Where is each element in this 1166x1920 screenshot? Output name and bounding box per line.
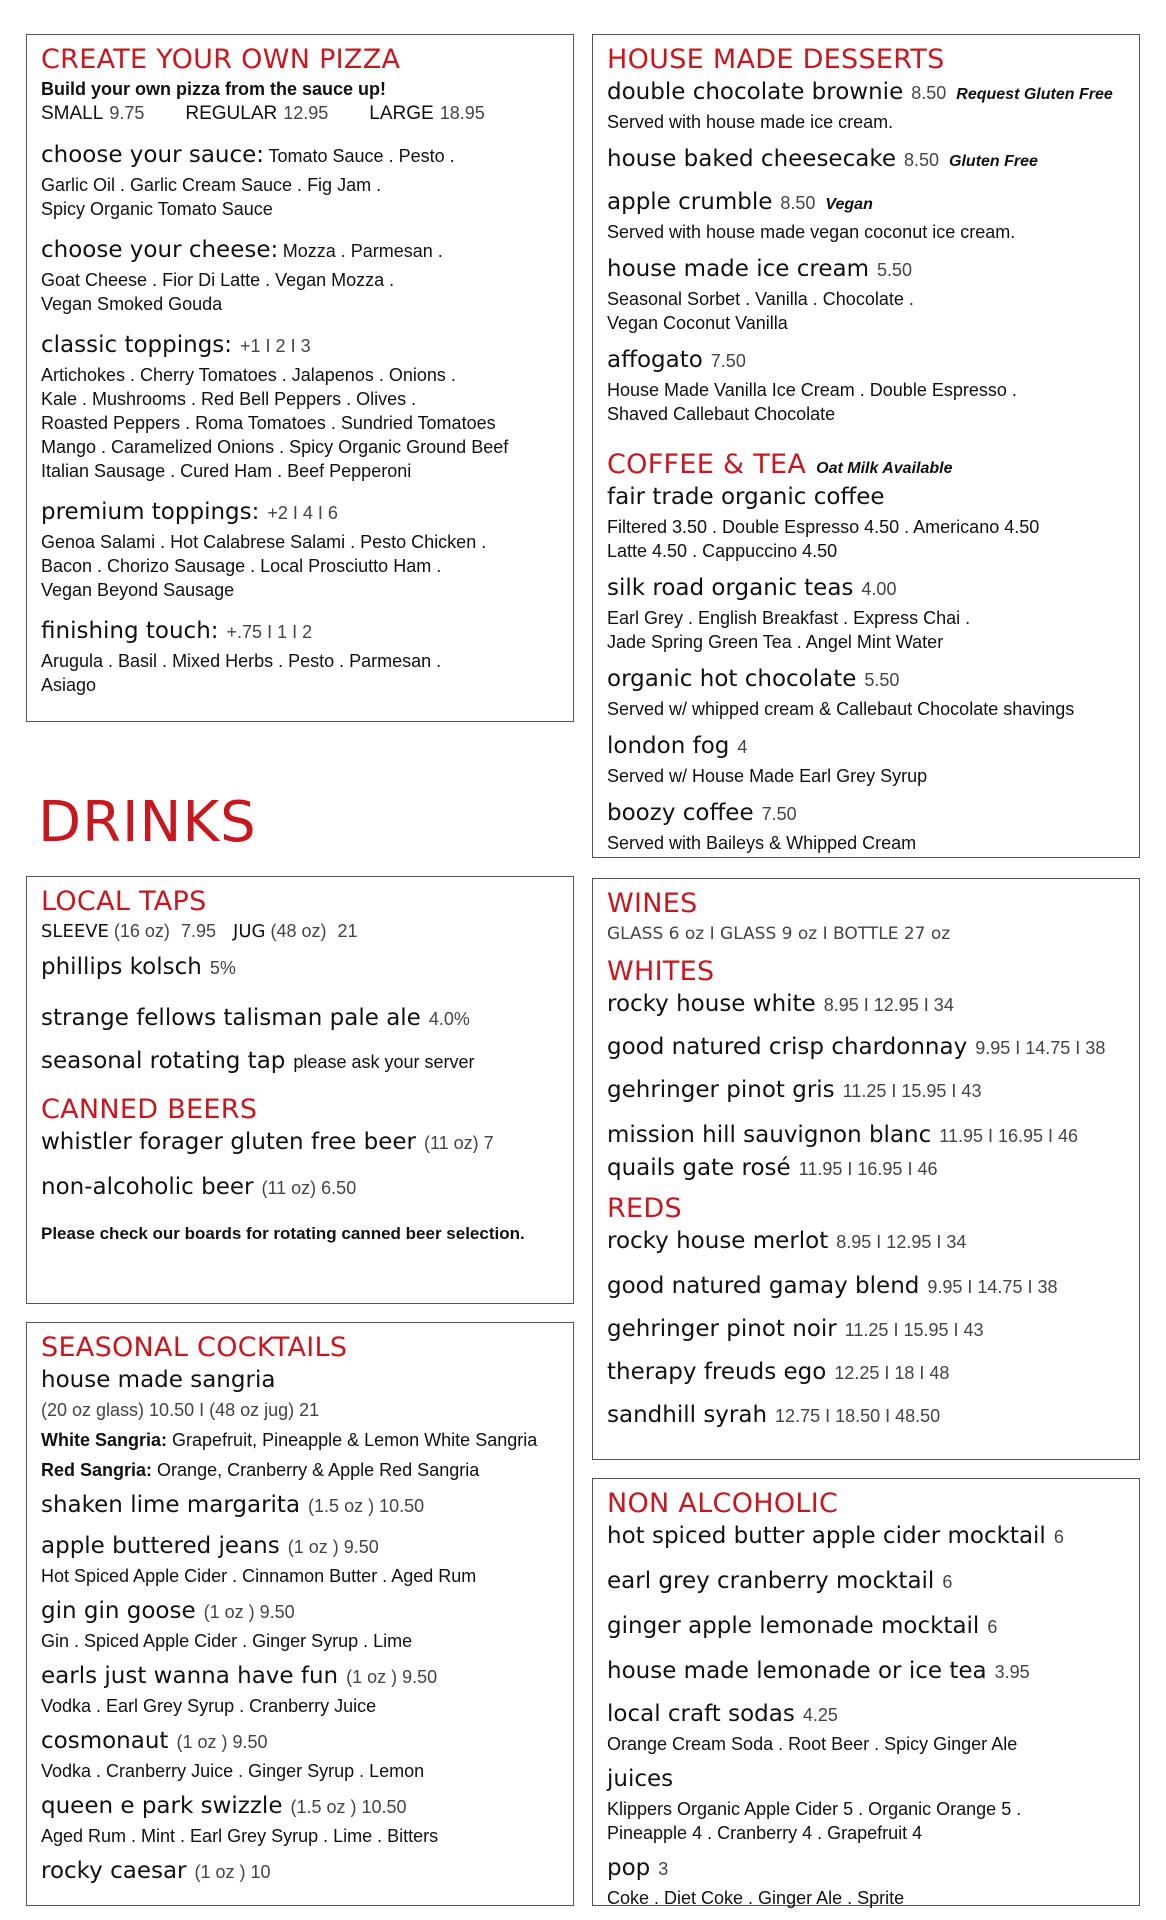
sangria-name: house made sangria [41, 1367, 276, 1393]
dessert-desc: House Made Vanilla Ice Cream . Double Espresso . [607, 380, 1017, 400]
tap-item [41, 952, 559, 985]
cocktail-item [41, 1661, 559, 1718]
tap-note: 4.0% [428, 1009, 470, 1029]
coffee-desc: Served w/ whipped cream & Callebaut Chocolate shavings [607, 699, 1075, 719]
whites-title: WHITES [607, 956, 715, 987]
nonalc-title: NON ALCOHOLIC [607, 1488, 839, 1519]
tap-item [41, 1046, 559, 1079]
finishing-line: Asiago [41, 675, 97, 695]
canned-item [41, 1172, 559, 1205]
coffee-item [607, 482, 1125, 563]
cocktail-price: (1.5 oz ) 10.50 [308, 1496, 425, 1516]
wine-price: 11.95 I 16.95 I 46 [798, 1159, 938, 1179]
tap-item [41, 1003, 559, 1036]
dessert-item [607, 77, 1125, 134]
nonalc-name: house made lemonade or ice tea [607, 1658, 987, 1684]
wines-title: WINES [607, 888, 698, 919]
nonalc-price: 4.25 [802, 1705, 838, 1725]
cocktail-price: (1.5 oz ) 10.50 [290, 1797, 407, 1817]
red-sangria [41, 1458, 559, 1482]
coffee-desc: Earl Grey . English Breakfast . Express Chai . [607, 608, 971, 628]
wine-name: therapy freuds ego [607, 1359, 827, 1385]
coffee-title: COFFEE & TEA [607, 449, 807, 480]
wine-price: 8.95 I 12.95 I 34 [823, 995, 954, 1015]
coffee-desc: Latte 4.50 . Cappuccino 4.50 [607, 541, 838, 561]
nonalc-name: hot spiced butter apple cider mocktail [607, 1523, 1046, 1549]
wine-price: 11.25 I 15.95 I 43 [844, 1320, 984, 1340]
taps-title: LOCAL TAPS [41, 886, 207, 917]
dessert-price: 5.50 [876, 260, 913, 280]
coffee-price: 5.50 [864, 670, 900, 690]
dessert-tag: Gluten Free [949, 153, 1038, 170]
pizza-title: CREATE YOUR OWN PIZZA [41, 44, 401, 75]
wine-sizes: GLASS 6 oz I GLASS 9 oz I BOTTLE 27 oz [607, 924, 951, 944]
canned-item [41, 1127, 559, 1160]
cocktail-name: rocky caesar [41, 1858, 187, 1884]
white-sangria-label: White Sangria: [41, 1430, 168, 1450]
size-small-price: 9.75 [109, 103, 145, 123]
canned-footnote: Please check our boards for rotating canned beer selection. [41, 1224, 525, 1243]
cocktail-item [41, 1490, 559, 1523]
size-regular-price: 12.95 [283, 103, 329, 123]
canned-name: whistler forager gluten free beer [41, 1129, 416, 1155]
wine-price: 11.25 I 15.95 I 43 [842, 1081, 982, 1101]
canned-note: (11 oz) 7 [423, 1133, 494, 1153]
sleeve-label: SLEEVE [41, 921, 109, 942]
taps-sizes [41, 919, 559, 944]
nonalc-desc: Klippers Organic Apple Cider 5 . Organic Orange 5 . [607, 1799, 1022, 1819]
sangria-sizes: (20 oz glass) 10.50 I (48 oz jug) 21 [41, 1400, 320, 1420]
wine-price: 11.95 I 16.95 I 46 [939, 1126, 1079, 1146]
coffee-desc: Jade Spring Green Tea . Angel Mint Water [607, 632, 944, 652]
coffee-name: boozy coffee [607, 800, 754, 826]
nonalc-name: local craft sodas [607, 1701, 795, 1727]
dessert-name: affogato [607, 347, 703, 373]
coffee-tag: Oat Milk Available [816, 460, 953, 477]
cocktail-item [41, 1856, 559, 1889]
dessert-price: 7.50 [710, 351, 746, 371]
classic-price: +1 I 2 I 3 [240, 336, 311, 356]
wine-price: 12.25 I 18 I 48 [834, 1363, 950, 1383]
nonalc-name: pop [607, 1855, 651, 1881]
size-small-label: SMALL [41, 103, 104, 124]
sauce-line1: Tomato Sauce . Pesto . [268, 146, 455, 166]
coffee-item [607, 731, 1125, 788]
nonalc-section [592, 1478, 1140, 1906]
desserts-title: HOUSE MADE DESSERTS [607, 44, 945, 75]
dessert-item [607, 187, 1125, 244]
dessert-item [607, 144, 1125, 177]
wine-price: 12.75 I 18.50 I 48.50 [775, 1406, 941, 1426]
size-regular-label: REGULAR [185, 103, 278, 124]
coffee-name: london fog [607, 733, 730, 759]
classic-line: Artichokes . Cherry Tomatoes . Jalapenos . Onions . [41, 365, 456, 385]
cocktail-name: queen e park swizzle [41, 1793, 283, 1819]
finishing-label: finishing touch: [41, 618, 219, 644]
cocktails-section [26, 1322, 574, 1906]
nonalc-price: 6 [1053, 1527, 1064, 1547]
classic-label: classic toppings: [41, 332, 233, 358]
cocktail-desc: Vodka . Cranberry Juice . Ginger Syrup . Lemon [41, 1761, 425, 1781]
cocktail-item [41, 1791, 559, 1848]
classic-line: Italian Sausage . Cured Ham . Beef Pepperoni [41, 461, 412, 481]
coffee-item [607, 798, 1125, 855]
nonalc-name: juices [607, 1766, 674, 1792]
canned-title: CANNED BEERS [41, 1094, 258, 1125]
beer-section [26, 876, 574, 1304]
coffee-price: 4.00 [861, 579, 897, 599]
premium-line: Genoa Salami . Hot Calabrese Salami . Pesto Chicken . [41, 532, 487, 552]
cocktail-item [41, 1531, 559, 1588]
sauce-line2: Garlic Oil . Garlic Cream Sauce . Fig Jam . [41, 175, 382, 195]
cocktail-desc: Aged Rum . Mint . Earl Grey Syrup . Lime . Bitters [41, 1826, 439, 1846]
wine-item [607, 1314, 1125, 1347]
cocktail-price: (1 oz ) 9.50 [346, 1667, 438, 1687]
cocktail-name: earls just wanna have fun [41, 1663, 339, 1689]
classic-group [41, 330, 559, 483]
nonalc-item [607, 1853, 1125, 1910]
nonalc-item [607, 1566, 1125, 1599]
sauce-group [41, 140, 559, 221]
tap-note: please ask your server [293, 1052, 475, 1072]
cheese-line1: Mozza . Parmesan . [282, 241, 443, 261]
wine-item [607, 1226, 1125, 1259]
nonalc-name: ginger apple lemonade mocktail [607, 1613, 980, 1639]
tap-name: seasonal rotating tap [41, 1048, 286, 1074]
cocktail-desc: Gin . Spiced Apple Cider . Ginger Syrup . Lime [41, 1631, 413, 1651]
cocktail-price: (1 oz ) 10 [194, 1862, 271, 1882]
drinks-title: DRINKS [38, 790, 257, 855]
dessert-price: 8.50 [903, 150, 940, 170]
wine-name: mission hill sauvignon blanc [607, 1122, 932, 1148]
nonalc-price: 3 [658, 1859, 669, 1879]
dessert-tag: Vegan [825, 196, 873, 213]
size-large-label: LARGE [369, 103, 434, 124]
wine-name: gehringer pinot noir [607, 1316, 837, 1342]
coffee-header [607, 448, 1125, 482]
sleeve-price: 7.95 [180, 921, 216, 941]
cocktail-name: gin gin goose [41, 1598, 196, 1624]
coffee-price: 4 [737, 737, 748, 757]
nonalc-item [607, 1656, 1125, 1689]
premium-price: +2 I 4 I 6 [267, 503, 338, 523]
tap-name: strange fellows talisman pale ale [41, 1005, 421, 1031]
pizza-sizes [41, 101, 559, 126]
dessert-price: 8.50 [780, 193, 816, 213]
premium-label: premium toppings: [41, 499, 260, 525]
sleeve-oz: (16 oz) [113, 921, 170, 941]
coffee-item [607, 573, 1125, 654]
cocktail-name: cosmonaut [41, 1728, 169, 1754]
premium-group [41, 497, 559, 602]
dessert-desc: Vegan Coconut Vanilla [607, 313, 788, 333]
cocktail-item [41, 1726, 559, 1783]
wine-item [607, 989, 1125, 1022]
dessert-price: 8.50 [911, 83, 947, 103]
premium-line: Vegan Beyond Sausage [41, 580, 235, 600]
classic-line: Roasted Peppers . Roma Tomatoes . Sundried Tomatoes [41, 413, 496, 433]
wine-price: 9.95 I 14.75 I 38 [975, 1038, 1106, 1058]
cocktail-price: (1 oz ) 9.50 [203, 1602, 295, 1622]
dessert-item [607, 345, 1125, 426]
wine-name: sandhill syrah [607, 1402, 768, 1428]
reds-title: REDS [607, 1193, 682, 1224]
canned-note: (11 oz) 6.50 [261, 1178, 357, 1198]
cocktail-desc: Vodka . Earl Grey Syrup . Cranberry Juice [41, 1696, 377, 1716]
wine-item [607, 1120, 1125, 1153]
jug-oz: (48 oz) [270, 921, 327, 941]
nonalc-item [607, 1521, 1125, 1554]
wine-name: gehringer pinot gris [607, 1077, 835, 1103]
white-sangria [41, 1428, 559, 1452]
pizza-subtitle: Build your own pizza from the sauce up! [41, 79, 387, 99]
wine-item [607, 1400, 1125, 1433]
pizza-section [26, 34, 574, 722]
coffee-name: silk road organic teas [607, 575, 854, 601]
nonalc-price: 6 [987, 1617, 998, 1637]
wine-item [607, 1032, 1125, 1065]
wine-name: rocky house merlot [607, 1228, 829, 1254]
nonalc-item [607, 1764, 1125, 1845]
wine-price: 8.95 I 12.95 I 34 [836, 1232, 967, 1252]
premium-line: Bacon . Chorizo Sausage . Local Prosciutto Ham . [41, 556, 442, 576]
dessert-name: apple crumble [607, 189, 773, 215]
jug-label: JUG [233, 921, 266, 942]
cheese-line3: Vegan Smoked Gouda [41, 294, 223, 314]
cocktails-title: SEASONAL COCKTAILS [41, 1332, 348, 1363]
wine-item [607, 1357, 1125, 1390]
cocktail-name: shaken lime margarita [41, 1492, 301, 1518]
wine-price: 9.95 I 14.75 I 38 [927, 1277, 1058, 1297]
nonalc-desc: Orange Cream Soda . Root Beer . Spicy Ginger Ale [607, 1734, 1018, 1754]
wine-name: quails gate rosé [607, 1155, 791, 1181]
wine-name: good natured gamay blend [607, 1273, 920, 1299]
tap-note: 5% [209, 958, 236, 978]
coffee-desc: Served with Baileys & Whipped Cream [607, 833, 917, 853]
nonalc-name: earl grey cranberry mocktail [607, 1568, 935, 1594]
finishing-price: +.75 I 1 I 2 [226, 622, 313, 642]
wine-name: good natured crisp chardonnay [607, 1034, 968, 1060]
desserts-coffee-section [592, 34, 1140, 858]
dessert-desc: Shaved Callebaut Chocolate [607, 404, 836, 424]
cocktail-name: apple buttered jeans [41, 1533, 280, 1559]
wine-item [607, 1271, 1125, 1304]
coffee-item [607, 664, 1125, 721]
dessert-desc: Seasonal Sorbet . Vanilla . Chocolate . [607, 289, 914, 309]
classic-line: Mango . Caramelized Onions . Spicy Organic Ground Beef [41, 437, 509, 457]
dessert-item [607, 254, 1125, 335]
dessert-name: house made ice cream [607, 256, 869, 282]
tap-name: phillips kolsch [41, 954, 202, 980]
sauce-line3: Spicy Organic Tomato Sauce [41, 199, 273, 219]
nonalc-item [607, 1611, 1125, 1644]
dessert-desc: Served with house made vegan coconut ice cream. [607, 222, 1016, 242]
red-sangria-label: Red Sangria: [41, 1460, 153, 1480]
coffee-desc: Served w/ House Made Earl Grey Syrup [607, 766, 928, 786]
size-large-price: 18.95 [439, 103, 485, 123]
dessert-name: double chocolate brownie [607, 79, 904, 105]
finishing-line: Arugula . Basil . Mixed Herbs . Pesto . Parmesan . [41, 651, 442, 671]
nonalc-item [607, 1699, 1125, 1756]
finishing-group [41, 616, 559, 697]
wine-name: rocky house white [607, 991, 816, 1017]
nonalc-price: 6 [942, 1572, 953, 1592]
dessert-desc: Served with house made ice cream. [607, 112, 894, 132]
cocktail-desc: Hot Spiced Apple Cider . Cinnamon Butter . Aged Rum [41, 1566, 477, 1586]
nonalc-desc: Coke . Diet Coke . Ginger Ale . Sprite [607, 1888, 905, 1908]
sauce-label: choose your sauce: [41, 142, 265, 168]
nonalc-price: 3.95 [994, 1662, 1030, 1682]
coffee-name: organic hot chocolate [607, 666, 857, 692]
wine-item [607, 1075, 1125, 1108]
cocktail-price: (1 oz ) 9.50 [287, 1537, 379, 1557]
white-sangria-desc: Grapefruit, Pineapple & Lemon White Sangria [172, 1430, 538, 1450]
nonalc-desc: Pineapple 4 . Cranberry 4 . Grapefruit 4 [607, 1823, 923, 1843]
canned-name: non-alcoholic beer [41, 1174, 254, 1200]
coffee-name: fair trade organic coffee [607, 484, 885, 510]
cheese-label: choose your cheese: [41, 237, 279, 263]
wine-item [607, 1153, 1125, 1186]
red-sangria-desc: Orange, Cranberry & Apple Red Sangria [157, 1460, 480, 1480]
jug-price: 21 [337, 921, 358, 941]
cocktail-item [41, 1596, 559, 1653]
cheese-line2: Goat Cheese . Fior Di Latte . Vegan Mozza . [41, 270, 395, 290]
cocktail-price: (1 oz ) 9.50 [176, 1732, 268, 1752]
classic-line: Kale . Mushrooms . Red Bell Peppers . Olives . [41, 389, 417, 409]
wines-section [592, 878, 1140, 1460]
coffee-price: 7.50 [761, 804, 797, 824]
dessert-tag: Request Gluten Free [956, 86, 1113, 103]
dessert-name: house baked cheesecake [607, 146, 896, 172]
coffee-desc: Filtered 3.50 . Double Espresso 4.50 . Americano 4.50 [607, 517, 1040, 537]
cheese-group [41, 235, 559, 316]
